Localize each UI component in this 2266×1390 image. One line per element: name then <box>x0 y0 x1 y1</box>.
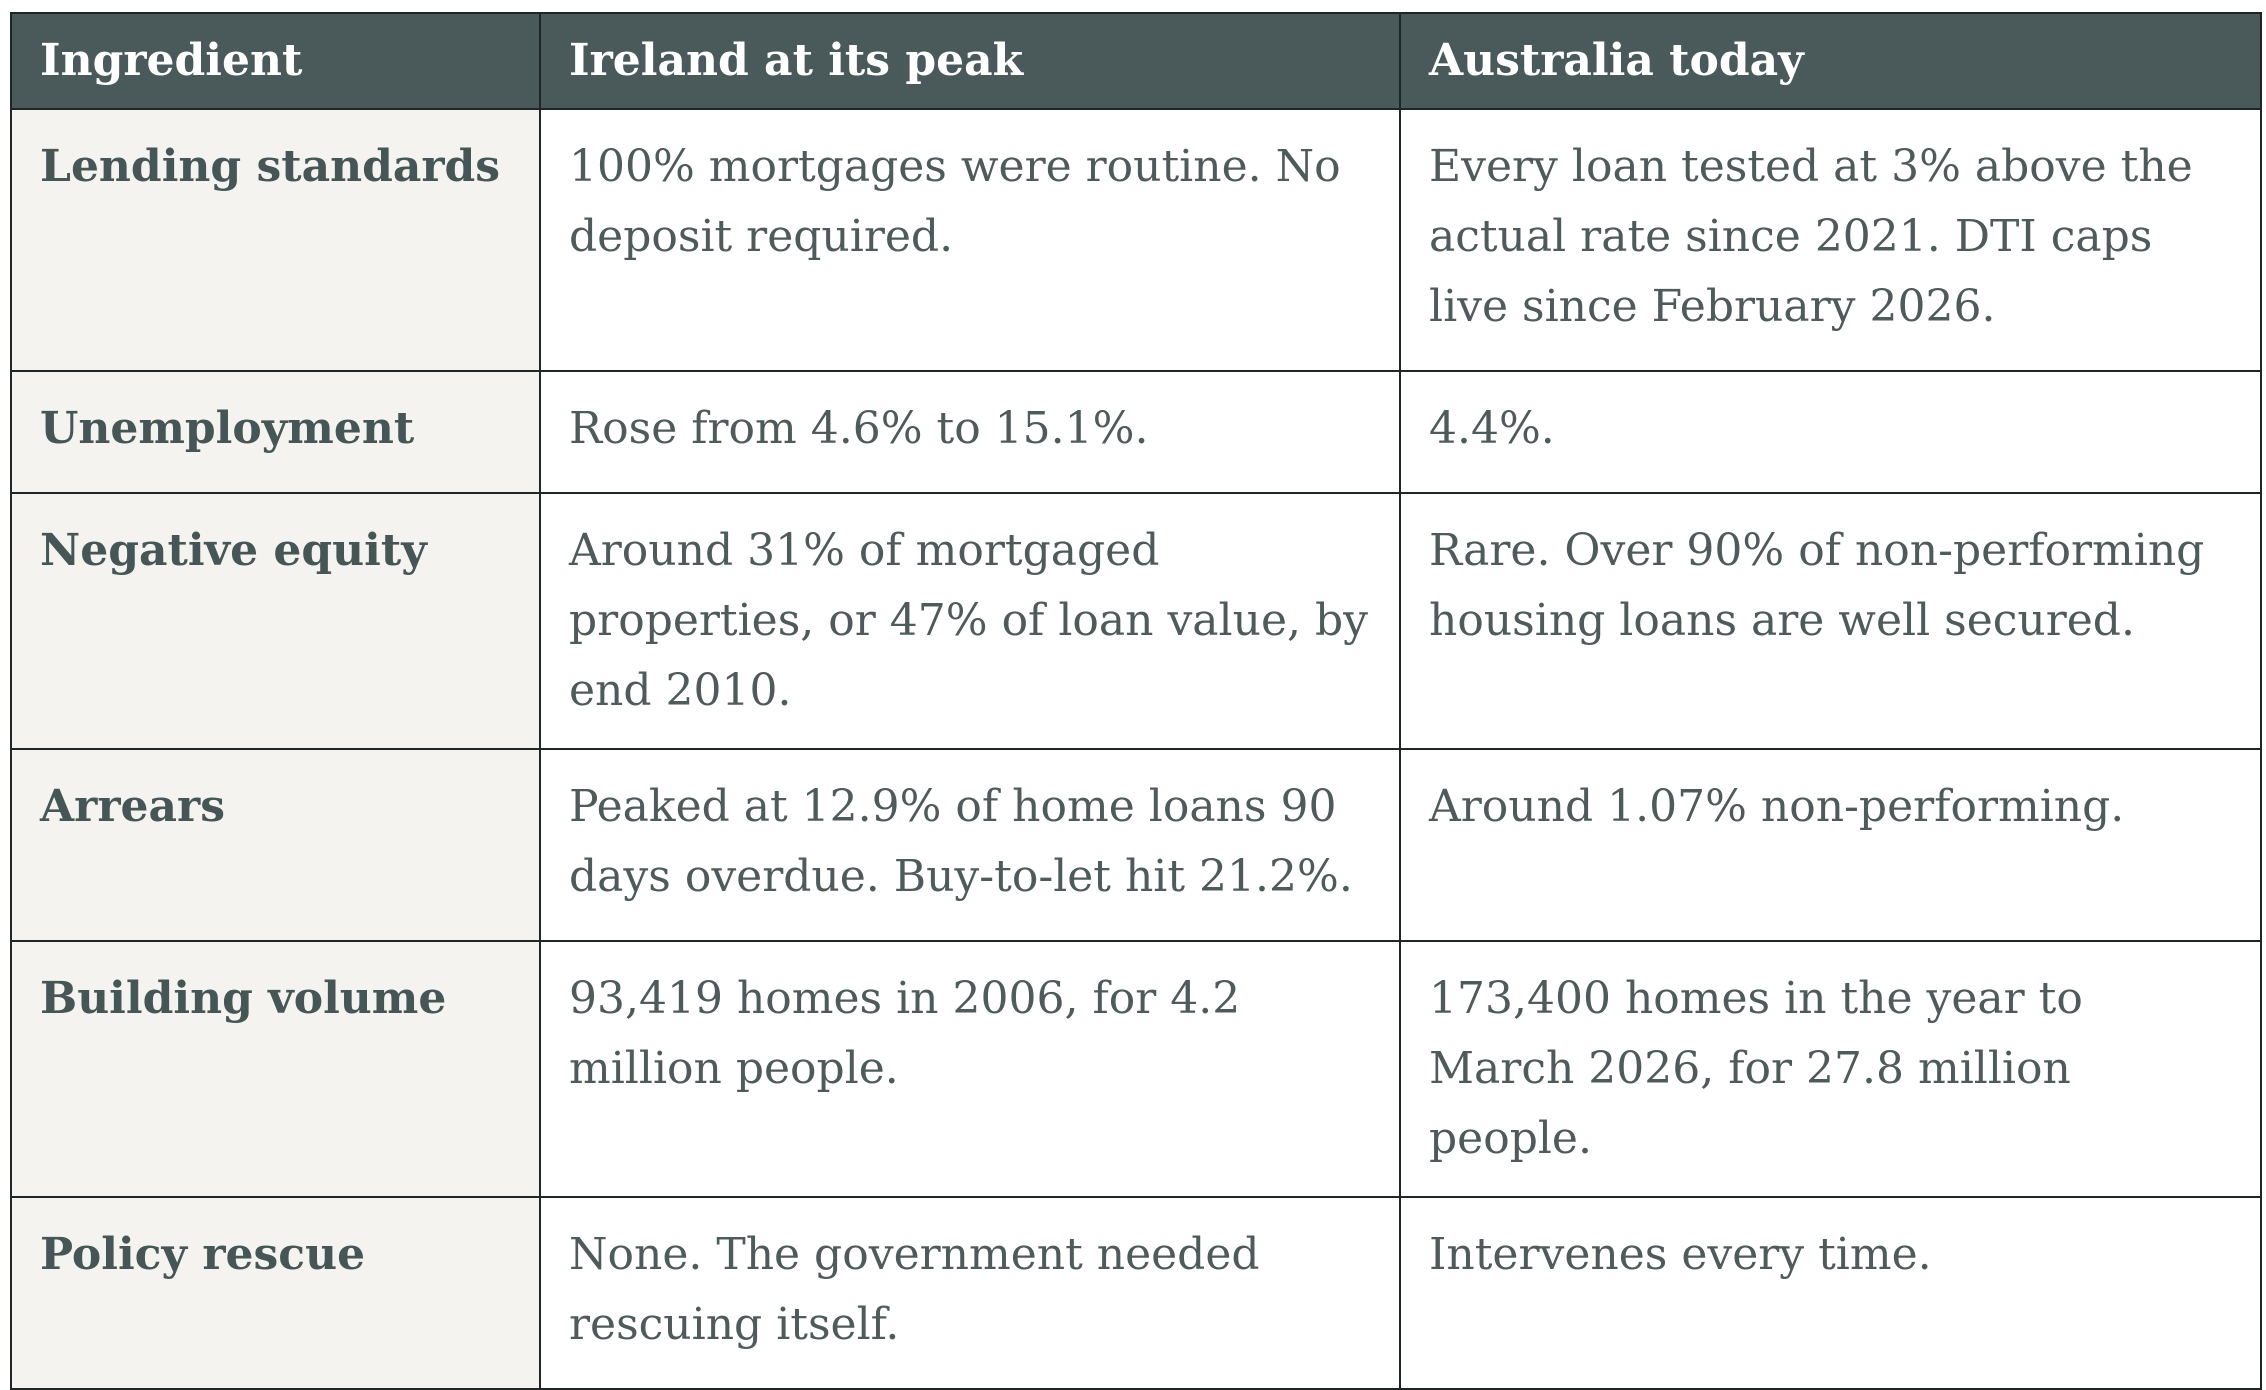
ireland-cell: Rose from 4.6% to 15.1%. <box>540 371 1400 493</box>
table-row <box>11 371 2261 493</box>
table-row <box>11 493 2261 749</box>
header-australia: Australia today <box>1400 13 2261 109</box>
row-label: Arrears <box>11 749 540 941</box>
header-ingredient: Ingredient <box>11 13 540 109</box>
header-row <box>11 13 2261 109</box>
ireland-cell: Around 31% of mortgaged properties, or 47% of loan value, by end 2010. <box>540 493 1400 749</box>
table-header <box>11 13 2261 109</box>
australia-cell: Every loan tested at 3% above the actual rate since 2021. DTI caps live since February 2026. <box>1400 109 2261 371</box>
australia-cell: Intervenes every time. <box>1400 1197 2261 1389</box>
ireland-cell: 100% mortgages were routine. No deposit required. <box>540 109 1400 371</box>
table-body <box>11 109 2261 1389</box>
row-label: Building volume <box>11 941 540 1197</box>
ireland-cell: None. The government needed rescuing itself. <box>540 1197 1400 1389</box>
australia-cell: Rare. Over 90% of non-performing housing loans are well secured. <box>1400 493 2261 749</box>
ireland-cell: Peaked at 12.9% of home loans 90 days overdue. Buy-to-let hit 21.2%. <box>540 749 1400 941</box>
table-row <box>11 1197 2261 1389</box>
australia-cell: Around 1.07% non-performing. <box>1400 749 2261 941</box>
row-label: Lending standards <box>11 109 540 371</box>
table-row <box>11 109 2261 371</box>
australia-cell: 173,400 homes in the year to March 2026, for 27.8 million people. <box>1400 941 2261 1197</box>
ireland-cell: 93,419 homes in 2006, for 4.2 million people. <box>540 941 1400 1197</box>
row-label: Unemployment <box>11 371 540 493</box>
table-row <box>11 749 2261 941</box>
header-ireland: Ireland at its peak <box>540 13 1400 109</box>
table-row <box>11 941 2261 1197</box>
comparison-table <box>10 12 2262 1390</box>
australia-cell: 4.4%. <box>1400 371 2261 493</box>
row-label: Policy rescue <box>11 1197 540 1389</box>
row-label: Negative equity <box>11 493 540 749</box>
